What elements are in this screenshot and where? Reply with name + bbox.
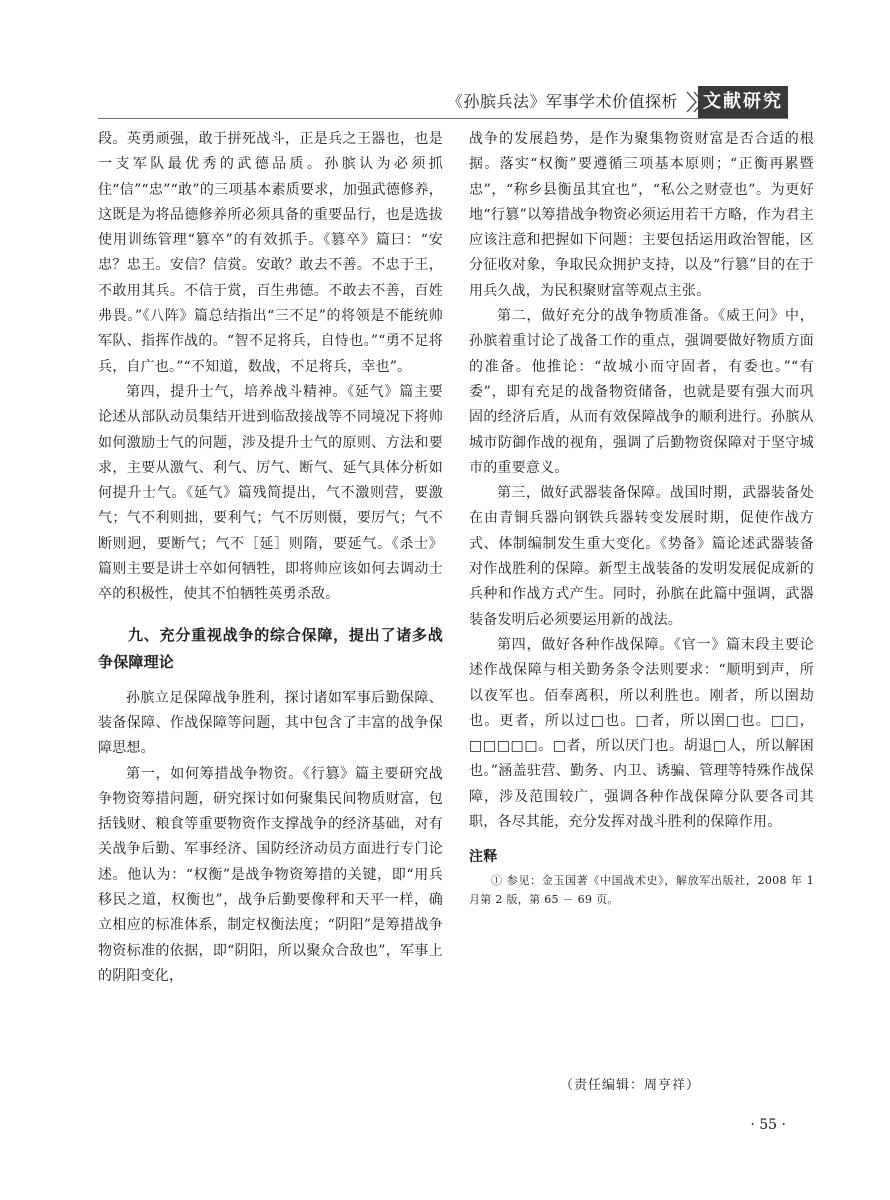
paragraph [469, 481, 814, 633]
paragraph [98, 380, 443, 608]
paragraph-lead: 第二，做好充分的战争物质准备。 [497, 308, 719, 325]
paragraph-body: 《官一》篇末段主要论述作战保障与相关勤务条令法则要求：“顺明到声，所以夜军也。佰奉离积，所以利胜也。刚者，所以圉劫也。更者，所以过□也。□者，所以圉□也。□□，□□□□□。□者，所以厌门也。胡退□人，所以解困也。”涵盖驻营、勤务、内卫、诱骗、管理等特殊作战保障，涉及范围较广，强调各种作战保障分队要各司其职，各尽其能，充分发挥对战斗胜利的保障作用。 [469, 636, 814, 831]
left-column [98, 127, 443, 989]
right-column [469, 127, 814, 909]
paragraph [469, 633, 814, 835]
page-number: · 55 · [750, 1117, 786, 1133]
paragraph [98, 762, 443, 990]
paragraph: 孙膑立足保障战争胜利，探讨诸如军事后勤保障、装备保障、作战保障等问题，其中包含了丰富的战争保障思想。 [98, 689, 443, 757]
paragraph-lead: 第一，如何筹措战争物资。 [126, 765, 304, 782]
paragraph-lead: 第三，做好武器装备保障。 [497, 485, 671, 502]
notes-heading: 注释 [469, 849, 498, 866]
paragraph-body: 《行篡》篇主要研究战争物资筹措问题，研究探讨如何聚集民间物质财富，包括钱财、粮食等重要物资作支撑战争的经济基础，对有关战争后勤、军事经济、国防经济动员方面进行专门论述。他认为：“权衡”是战争物资筹措的关键，即“用兵移民之道，权衡也”，战争后勤要像秤和天平一样，确立相应的标准体系，制定权衡法度；“阴阳”是筹措战争物资标准的依据，即“阴阳，所以聚众合敌也”，军事上的阴阳变化， [98, 765, 443, 984]
footnote: ① 参见：金玉国著《中国战术史》，解放军出版社，2008 年 1 月第 2 版，第 65 － 69 页。 [469, 873, 814, 906]
running-title: 《孙膑兵法》军事学术价值探析 [446, 92, 678, 111]
paragraph [469, 304, 814, 481]
responsible-editor: （责任编辑：周亨祥） [560, 1078, 701, 1093]
paragraph-body: 《威王问》中，孙膑着重讨论了战备工作的重点，强调要做好物质方面的准备。他推论：“故城小而守固者，有委也。”“有委”，即有充足的战备物资储备，也就是要有强大而巩固的经济后盾，从而有效保障战争的顺利进行。孙膑从城市防御作战的视角，强调了后勤物资保障对于坚守城市的重要意义。 [469, 308, 814, 476]
running-header [0, 86, 890, 116]
header-divider [98, 118, 788, 119]
paragraph-body: 《延气》篇主要论述从部队动员集结开进到临敌接战等不同境况下将帅如何激励士气的问题，涉及提升士气的原则、方法和要求，主要从激气、利气、厉气、断气、延气具体分析如何提升士气。《延气》篇残简提出，气不激则营，要激气；气不利则拙，要利气；气不厉则慑，要厉气；气不断则迥，要断气；气不［延］则隋，要延气。《杀士》篇则主要是讲士卒如何牺牲，即将帅应该如何去调动士卒的积极性，使其不怕牺牲英勇杀敌。 [98, 383, 443, 603]
section-heading: 九、充分重视战争的综合保障，提出了诸多战争保障理论 [98, 625, 443, 671]
section-tag: 文献研究 [698, 86, 788, 118]
paragraph-lead: 第四，做好各种作战保障。 [497, 636, 675, 653]
paragraph-lead: 第四，提升士气，培养战斗精神。 [126, 383, 348, 400]
paragraph: 段。英勇顽强，敢于拼死战斗，正是兵之王器也，也是一支军队最优秀的武德品质。孙膑认为必须抓住“信”“忠”“敢”的三项基本素质要求，加强武德修养，这既是为将品德修养所必须具备的重要品行，也是选拔使用训练管理“篡卒”的有效抓手。《篡卒》篇曰：“安忠？忠王。安信？信赏。安敢？敢去不善。不忠于王，不敢用其兵。不信于赏，百生弗德。不敢去不善，百姓弗畏。”《八阵》篇总结指出“三不足”的将领是不能统帅军队、指挥作战的。“智不足将兵，自恃也。”“勇不足将兵，自广也。”“不知道，数战，不足将兵，幸也”。 [98, 131, 443, 375]
paragraph-body: 战国时期，武器装备处在由青铜兵器向钢铁兵器转变发展时期，促使作战方式、体制编制发生重大变化。《势备》篇论述武器装备对作战胜利的保障。新型主战装备的发明发展促成新的兵种和作战方式产生。同时，孙膑在此篇中强调，武器装备发明后必须要运用新的战法。 [469, 485, 814, 628]
paragraph: 战争的发展趋势，是作为聚集物资财富是否合适的根据。落实“权衡”要遵循三项基本原则；“正衡再累暨忠”，“称乡县衡虽其宜也”，“私公之财壹也”。为更好地“行篡”以筹措战争物资必须运用若干方略，作为君主应该注意和把握如下问题：主要包括运用政治智能，区分征收对象，争取民众拥护支持，以及“行篡”目的在于用兵久战，为民积聚财富等观点主张。 [469, 131, 814, 299]
